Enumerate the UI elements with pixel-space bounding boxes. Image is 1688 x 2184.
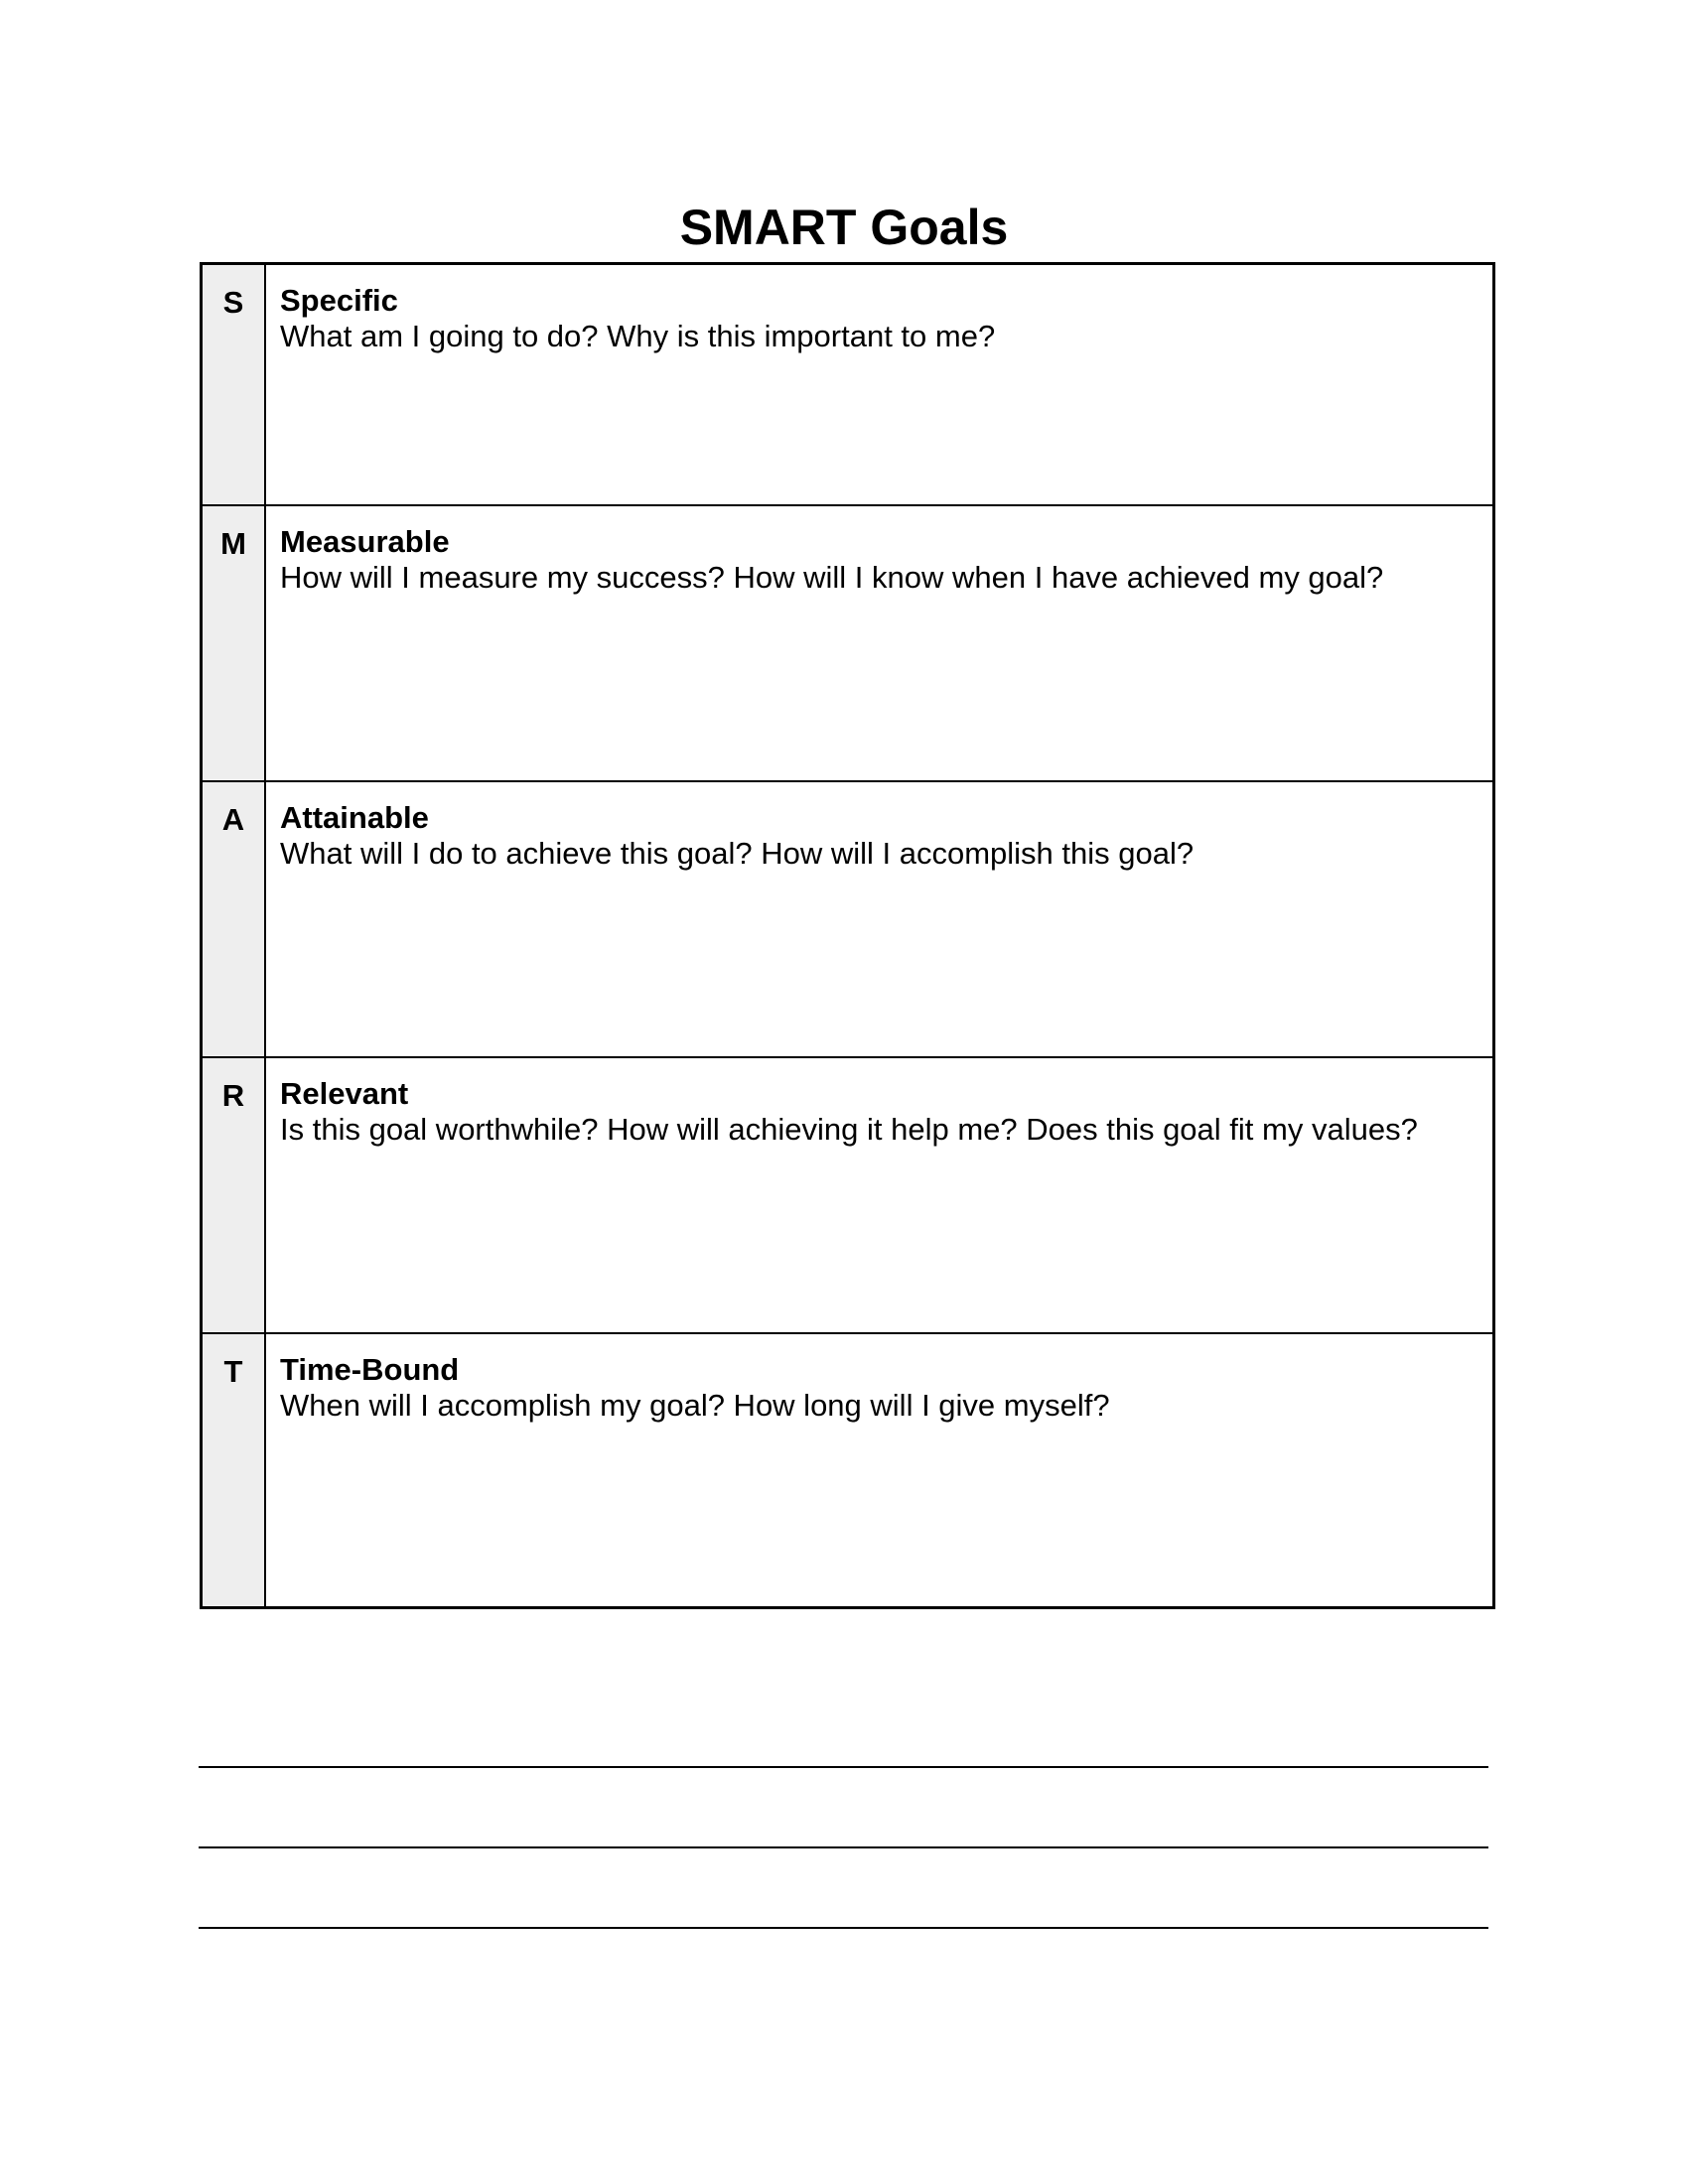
row-prompt: Is this goal worthwhile? How will achieving it help me? Does this goal fit my values?: [280, 1112, 1418, 1147]
writing-line[interactable]: [199, 1927, 1488, 1929]
row-heading: Specific: [280, 283, 398, 318]
row-time-bound: [203, 1332, 1492, 1606]
page-title: SMART Goals: [679, 200, 1009, 255]
row-heading: Measurable: [280, 524, 450, 559]
row-letter: T: [203, 1334, 266, 1606]
row-heading: Relevant: [280, 1076, 409, 1111]
smart-goals-table: [200, 262, 1495, 1609]
row-prompt: How will I measure my success? How will I know when I have achieved my goal?: [280, 560, 1384, 595]
row-content[interactable]: [266, 1058, 1492, 1332]
row-letter: A: [203, 782, 266, 1056]
row-content[interactable]: [266, 265, 1492, 504]
row-content[interactable]: [266, 506, 1492, 780]
row-content[interactable]: [266, 782, 1492, 1056]
row-content[interactable]: [266, 1334, 1492, 1606]
row-prompt: What am I going to do? Why is this important to me?: [280, 319, 996, 353]
row-relevant: [203, 1056, 1492, 1332]
row-heading: Attainable: [280, 800, 429, 835]
row-prompt: What will I do to achieve this goal? How will I accomplish this goal?: [280, 836, 1195, 871]
writing-line[interactable]: [199, 1846, 1488, 1848]
writing-lines: [199, 1766, 1488, 2007]
row-heading: Time-Bound: [280, 1352, 460, 1387]
row-attainable: [203, 780, 1492, 1056]
row-specific: [203, 265, 1492, 504]
row-letter: M: [203, 506, 266, 780]
row-letter: R: [203, 1058, 266, 1332]
row-measurable: [203, 504, 1492, 780]
row-letter: S: [203, 265, 266, 504]
row-prompt: When will I accomplish my goal? How long will I give myself?: [280, 1388, 1110, 1423]
writing-line[interactable]: [199, 1766, 1488, 1768]
